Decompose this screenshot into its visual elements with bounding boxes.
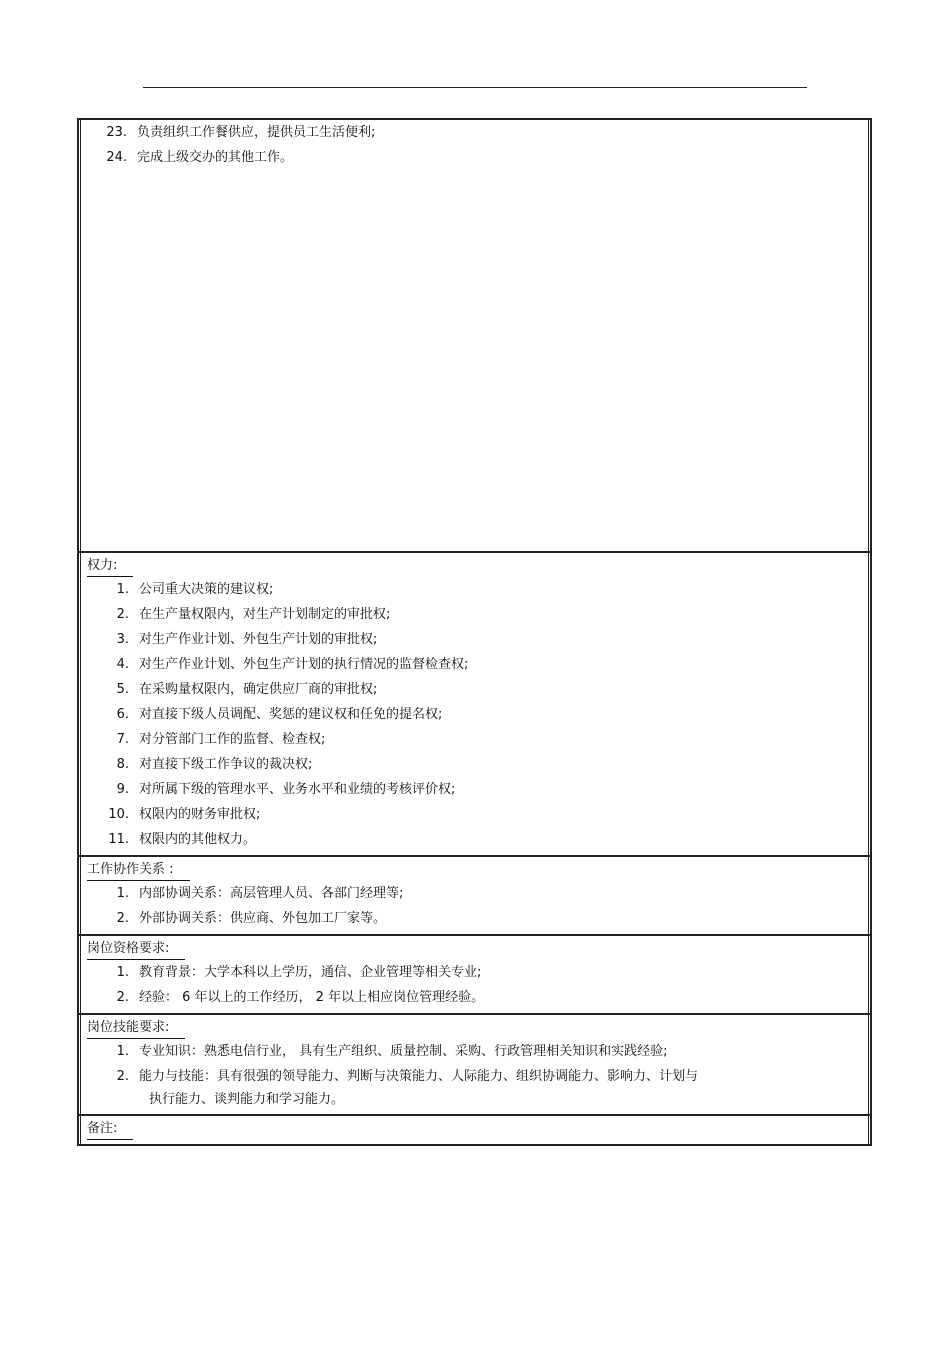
- item-number: 9.: [116, 782, 129, 797]
- item-number: 1.: [116, 965, 129, 980]
- list-item: [81, 1039, 868, 1064]
- item-number: 1.: [116, 886, 129, 901]
- item-number: 5.: [116, 682, 129, 697]
- list-item: [81, 602, 868, 627]
- item-text: 教育背景：大学本科以上学历，通信、企业管理等相关专业;: [139, 965, 482, 980]
- item-number: 2.: [116, 607, 129, 622]
- item-text: 经验： 6 年以上的工作经历， 2 年以上相应岗位管理经验。: [139, 990, 485, 1005]
- list-item: [81, 752, 868, 777]
- item-number: 8.: [116, 757, 129, 772]
- list-item: [81, 652, 868, 677]
- list-item: [81, 677, 868, 702]
- item-text-continuation: 执行能力、谈判能力和学习能力。: [149, 1092, 345, 1107]
- list-item: [81, 1064, 868, 1089]
- list-item: [81, 727, 868, 752]
- item-number: 2.: [116, 911, 129, 926]
- skills-section: [79, 1015, 870, 1116]
- job-description-table: [77, 118, 872, 1146]
- item-text: 专业知识：熟悉电信行业， 具有生产组织、质量控制、采购、行政管理相关知识和实践经验;: [139, 1044, 668, 1059]
- item-text: 对所属下级的管理水平、业务水平和业绩的考核评价权;: [139, 782, 456, 797]
- section-title: 备注:: [87, 1118, 133, 1140]
- list-item: [81, 777, 868, 802]
- list-item: [81, 827, 868, 852]
- item-text: 对生产作业计划、外包生产计划的执行情况的监督检查权;: [139, 657, 469, 672]
- item-number: 6.: [116, 707, 129, 722]
- item-text: 权限内的其他权力。: [139, 832, 257, 847]
- item-text: 对分管部门工作的监督、检查权;: [139, 732, 326, 747]
- item-text: 能力与技能：具有很强的领导能力、判断与决策能力、人际能力、组织协调能力、影响力、计划与: [139, 1069, 699, 1084]
- item-number: 2.: [116, 990, 129, 1005]
- cooperation-section: [79, 857, 870, 936]
- list-item: [81, 802, 868, 827]
- section-title: 工作协作关系 :: [87, 859, 190, 881]
- skills-cell: [80, 1015, 869, 1114]
- qualifications-cell: [80, 936, 869, 1013]
- item-number: 2.: [116, 1069, 129, 1084]
- list-item: [81, 627, 868, 652]
- item-text: 内部协调关系：高层管理人员、各部门经理等;: [139, 886, 404, 901]
- item-number: 1.: [116, 1044, 129, 1059]
- section-title: 权力:: [87, 555, 133, 577]
- item-text: 对直接下级工作争议的裁决权;: [139, 757, 313, 772]
- header-rule: [143, 87, 807, 88]
- item-text: 外部协调关系：供应商、外包加工厂家等。: [139, 911, 387, 926]
- item-number: 1.: [116, 582, 129, 597]
- authority-section: [79, 553, 870, 857]
- item-text: 负责组织工作餐供应，提供员工生活便利;: [137, 125, 376, 140]
- item-text: 权限内的财务审批权;: [139, 807, 261, 822]
- list-item: [81, 985, 868, 1010]
- item-text: 公司重大决策的建议权;: [139, 582, 274, 597]
- item-text: 在生产量权限内，对生产计划制定的审批权;: [139, 607, 391, 622]
- item-number: 10.: [108, 807, 129, 822]
- section-title: 岗位资格要求:: [87, 938, 185, 960]
- duties-section: [79, 120, 870, 553]
- list-item: [81, 577, 868, 602]
- item-text: 在采购量权限内，确定供应厂商的审批权;: [139, 682, 378, 697]
- list-item: [81, 906, 868, 931]
- item-number: 7.: [116, 732, 129, 747]
- list-item: [81, 960, 868, 985]
- cooperation-cell: [80, 857, 869, 934]
- list-item: [81, 702, 868, 727]
- list-item: [81, 881, 868, 906]
- qualifications-section: [79, 936, 870, 1015]
- item-number: 23.: [106, 125, 127, 140]
- item-number: 11.: [108, 832, 129, 847]
- remarks-section: [79, 1116, 870, 1146]
- section-title: 岗位技能要求:: [87, 1017, 185, 1039]
- item-text: 对直接下级人员调配、奖惩的建议权和任免的提名权;: [139, 707, 443, 722]
- item-text: 完成上级交办的其他工作。: [137, 150, 294, 165]
- remarks-cell: [80, 1116, 869, 1144]
- item-number: 24.: [106, 150, 127, 165]
- item-number: 4.: [116, 657, 129, 672]
- list-item: [81, 120, 868, 145]
- item-text: 对生产作业计划、外包生产计划的审批权;: [139, 632, 378, 647]
- item-number: 3.: [116, 632, 129, 647]
- duties-cell: [80, 120, 869, 551]
- list-item: [81, 145, 868, 170]
- authority-cell: [80, 553, 869, 855]
